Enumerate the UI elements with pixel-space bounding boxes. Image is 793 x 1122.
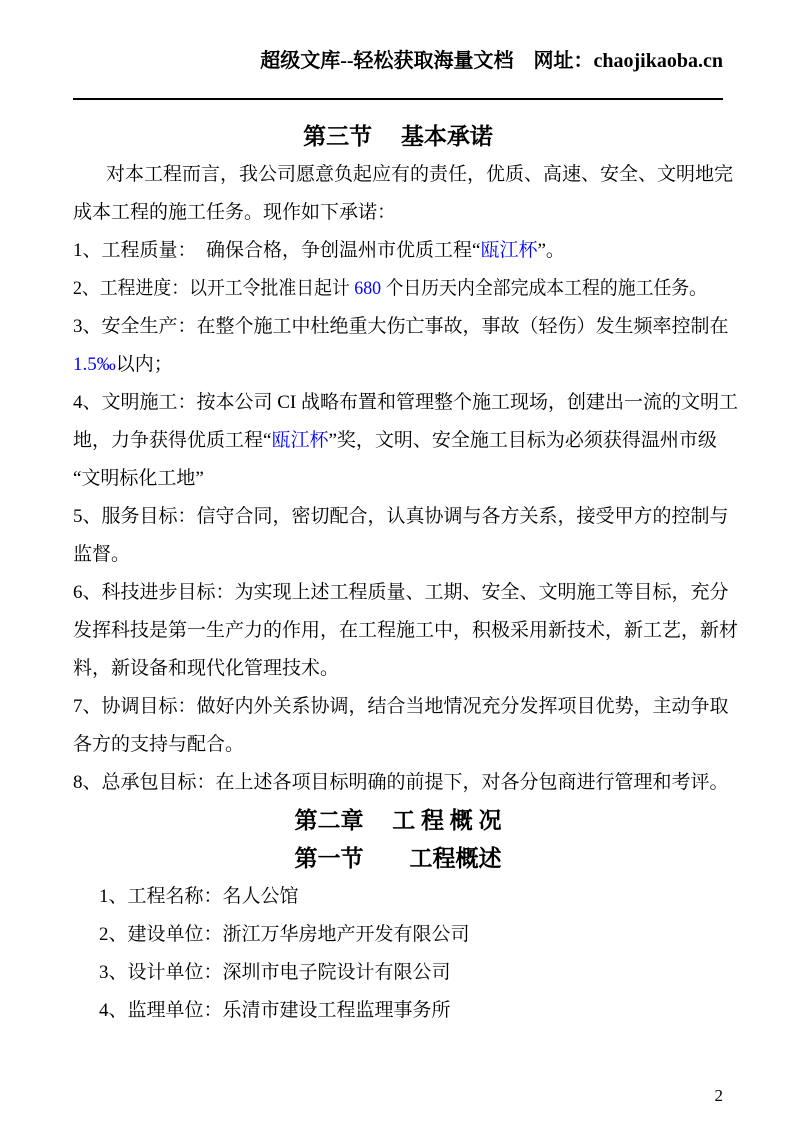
text-run: 料，新设备和现代化管理技术。 bbox=[73, 658, 340, 679]
text-run: 个日历天内全部完成本工程的施工任务。 bbox=[381, 278, 708, 299]
text-run: 2、建设单位：浙江万华房地产开发有限公司 bbox=[99, 924, 470, 945]
text-run: “文明标化工地” bbox=[73, 468, 204, 489]
highlighted-text: 1.5‰ bbox=[73, 354, 116, 375]
text-run: 8、总承包目标：在上述各项目标明确的前提下，对各分包商进行管理和考评。 bbox=[73, 772, 729, 793]
text-run: 发挥科技是第一生产力的作用，在工程施工中，积极采用新技术，新工艺，新材 bbox=[73, 620, 739, 641]
text-run: 第三节 基本承诺 bbox=[303, 124, 493, 149]
body-line bbox=[73, 650, 723, 688]
body-line bbox=[73, 536, 723, 574]
section-heading bbox=[73, 118, 723, 156]
text-run: ”。 bbox=[537, 240, 565, 261]
body-line bbox=[73, 308, 729, 346]
body-line bbox=[73, 726, 723, 764]
list-item bbox=[73, 916, 723, 954]
body-line bbox=[73, 422, 723, 460]
text-run: ”奖，文明、安全施工目标为必须获得温州市级 bbox=[328, 430, 717, 451]
highlighted-text: 680 bbox=[354, 278, 382, 299]
body-line bbox=[73, 460, 723, 498]
text-run: 7、协调目标：做好内外关系协调，结合当地情况充分发挥项目优势，主动争取 bbox=[73, 696, 729, 717]
page-header-watermark: 超级文库--轻松获取海量文档 网址：chaojikaoba.cn bbox=[73, 50, 723, 100]
body-line bbox=[73, 232, 723, 270]
text-run: 3、设计单位：深圳市电子院设计有限公司 bbox=[99, 962, 451, 983]
body-line bbox=[73, 574, 729, 612]
text-run: 6、科技进步目标：为实现上述工程质量、工期、安全、文明施工等目标，充分 bbox=[73, 582, 729, 603]
body-line bbox=[73, 764, 729, 802]
body-line bbox=[73, 612, 739, 650]
page-number: 2 bbox=[714, 1086, 723, 1105]
body-line bbox=[73, 270, 708, 308]
document-body bbox=[73, 118, 739, 1030]
text-run: 1、工程质量： 确保合格，争创温州市优质工程“ bbox=[73, 240, 481, 261]
text-run: 3、安全生产：在整个施工中杜绝重大伤亡事故，事故（轻伤）发生频率控制在 bbox=[73, 316, 729, 337]
text-run: 第二章 工 程 概 况 bbox=[294, 808, 502, 833]
list-item bbox=[73, 954, 723, 992]
body-line bbox=[73, 346, 723, 384]
highlighted-text: 瓯江杯 bbox=[480, 240, 538, 261]
text-run: 监督。 bbox=[73, 544, 131, 565]
body-line bbox=[73, 156, 734, 194]
highlighted-text: 瓯江杯 bbox=[271, 430, 329, 451]
text-run: 各方的支持与配合。 bbox=[73, 734, 245, 755]
body-line bbox=[73, 688, 729, 726]
text-run: 5、服务目标：信守合同，密切配合，认真协调与各方关系，接受甲方的控制与 bbox=[73, 506, 729, 527]
text-run: 对本工程而言，我公司愿意负起应有的责任，优质、高速、安全、文明地完 bbox=[106, 164, 734, 185]
text-run: 1、工程名称：名人公馆 bbox=[99, 886, 299, 907]
section-heading bbox=[73, 840, 723, 878]
body-line bbox=[73, 498, 729, 536]
text-run: 4、监理单位：乐清市建设工程监理事务所 bbox=[99, 1000, 451, 1021]
body-line bbox=[73, 384, 739, 422]
text-run: 地，力争获得优质工程“ bbox=[73, 430, 272, 451]
text-run: 第一节 工程概述 bbox=[294, 846, 502, 871]
body-line bbox=[73, 194, 723, 232]
list-item bbox=[73, 878, 723, 916]
text-run: 以内； bbox=[115, 354, 173, 375]
list-item bbox=[73, 992, 723, 1030]
text-run: 成本工程的施工任务。现作如下承诺： bbox=[73, 202, 397, 223]
section-heading bbox=[73, 802, 723, 840]
text-run: 4、文明施工：按本公司 CI 战略布置和管理整个施工现场，创建出一流的文明工 bbox=[73, 392, 739, 413]
text-run: 2、工程进度：以开工令批准日起计 bbox=[73, 278, 355, 299]
